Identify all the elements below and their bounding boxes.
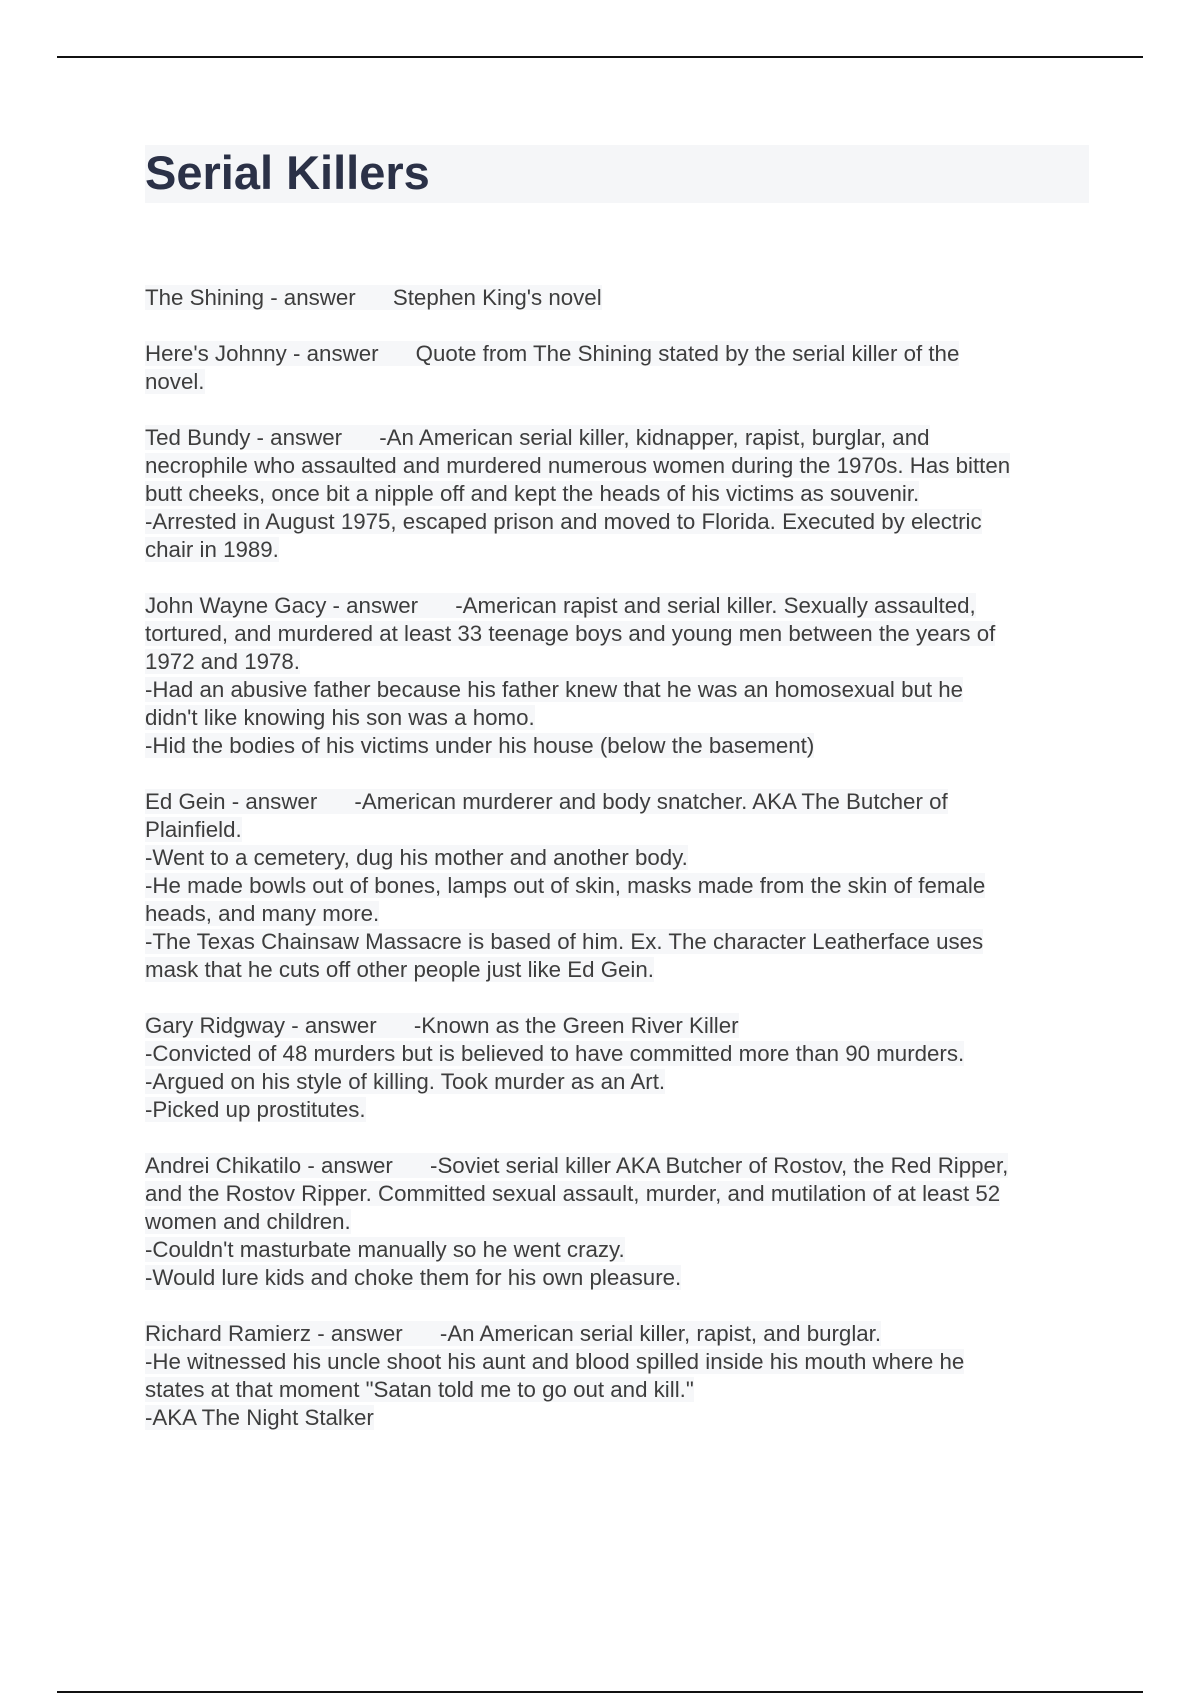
entry-line (145, 1376, 1090, 1404)
entry-line-text: Here's Johnny - answer Quote from The Shining stated by the serial killer of the (145, 341, 960, 366)
entry-line-text: -Couldn't masturbate manually so he went crazy. (145, 1237, 625, 1262)
entry-line (145, 508, 1090, 536)
entry-line-text: John Wayne Gacy - answer -American rapist and serial killer. Sexually assaulted, (145, 593, 976, 618)
entry-line (145, 1012, 1090, 1040)
entry-line (145, 676, 1090, 704)
entry-line-text: -AKA The Night Stalker (145, 1405, 374, 1430)
bottom-rule (57, 1691, 1143, 1693)
entry-line-text: Ted Bundy - answer -An American serial killer, kidnapper, rapist, burglar, and (145, 425, 930, 450)
document-body (145, 284, 1090, 1460)
entry-line (145, 1180, 1090, 1208)
qa-entry (145, 1320, 1090, 1432)
entry-line-text: Ed Gein - answer -American murderer and body snatcher. AKA The Butcher of (145, 789, 948, 814)
entry-line-text: and the Rostov Ripper. Committed sexual assault, murder, and mutilation of at least 52 (145, 1181, 1001, 1206)
top-rule (57, 56, 1143, 58)
entry-line-text: Andrei Chikatilo - answer -Soviet serial killer AKA Butcher of Rostov, the Red Ripper, (145, 1153, 1009, 1178)
entry-line (145, 424, 1090, 452)
entry-line-text: tortured, and murdered at least 33 teenage boys and young men between the years of (145, 621, 996, 646)
entry-line-text: -Arrested in August 1975, escaped prison and moved to Florida. Executed by electric (145, 509, 982, 534)
entry-line (145, 1404, 1090, 1432)
entry-line (145, 1264, 1090, 1292)
entry-line-text: -Convicted of 48 murders but is believed to have committed more than 90 murders. (145, 1041, 965, 1066)
entry-line (145, 592, 1090, 620)
entry-line (145, 620, 1090, 648)
entry-line (145, 1236, 1090, 1264)
entry-line (145, 1320, 1090, 1348)
entry-line-text: mask that he cuts off other people just like Ed Gein. (145, 957, 654, 982)
entry-line-text: butt cheeks, once bit a nipple off and kept the heads of his victims as souvenir. (145, 481, 920, 506)
entry-line-text: novel. (145, 369, 205, 394)
entry-line-text: -Had an abusive father because his father knew that he was an homosexual but he (145, 677, 964, 702)
qa-entry (145, 1012, 1090, 1124)
entry-line (145, 928, 1090, 956)
entry-line (145, 452, 1090, 480)
entry-line (145, 900, 1090, 928)
entry-line (145, 536, 1090, 564)
entry-line (145, 480, 1090, 508)
entry-line-text: Plainfield. (145, 817, 242, 842)
entry-line (145, 788, 1090, 816)
entry-line-text: women and children. (145, 1209, 351, 1234)
entry-line (145, 648, 1090, 676)
page-title: Serial Killers (145, 146, 430, 199)
entry-line-text: -The Texas Chainsaw Massacre is based of him. Ex. The character Leatherface uses (145, 929, 984, 954)
entry-line-text: Richard Ramierz - answer -An American serial killer, rapist, and burglar. (145, 1321, 882, 1346)
entry-line-text: -Went to a cemetery, dug his mother and another body. (145, 845, 688, 870)
qa-entry (145, 592, 1090, 760)
entry-line-text: -Argued on his style of killing. Took murder as an Art. (145, 1069, 666, 1094)
entry-line-text: -Hid the bodies of his victims under his house (below the basement) (145, 733, 815, 758)
entry-line-text: Gary Ridgway - answer -Known as the Green River Killer (145, 1013, 739, 1038)
entry-line (145, 1348, 1090, 1376)
entry-line (145, 732, 1090, 760)
entry-line-text: -He made bowls out of bones, lamps out of skin, masks made from the skin of female (145, 873, 986, 898)
entry-line (145, 368, 1090, 396)
entry-line (145, 816, 1090, 844)
entry-line-text: -Picked up prostitutes. (145, 1097, 366, 1122)
qa-entry (145, 284, 1090, 312)
entry-line (145, 1040, 1090, 1068)
entry-line-text: necrophile who assaulted and murdered numerous women during the 1970s. Has bitten (145, 453, 1011, 478)
entry-line-text: The Shining - answer Stephen King's novel (145, 285, 602, 310)
entry-line (145, 872, 1090, 900)
entry-line-text: states at that moment "Satan told me to go out and kill." (145, 1377, 694, 1402)
entry-line (145, 340, 1090, 368)
entry-line (145, 1152, 1090, 1180)
entry-line (145, 956, 1090, 984)
entry-line-text: 1972 and 1978. (145, 649, 300, 674)
entry-line (145, 844, 1090, 872)
entry-line (145, 704, 1090, 732)
entry-line-text: didn't like knowing his son was a homo. (145, 705, 535, 730)
entry-line (145, 1068, 1090, 1096)
qa-entry (145, 424, 1090, 564)
entry-line (145, 284, 1090, 312)
qa-entry (145, 788, 1090, 984)
entry-line-text: -He witnessed his uncle shoot his aunt and blood spilled inside his mouth where he (145, 1349, 965, 1374)
entry-line-text: chair in 1989. (145, 537, 279, 562)
qa-entry (145, 340, 1090, 396)
entry-line (145, 1096, 1090, 1124)
entry-line-text: heads, and many more. (145, 901, 380, 926)
entry-line-text: -Would lure kids and choke them for his own pleasure. (145, 1265, 682, 1290)
entry-line (145, 1208, 1090, 1236)
qa-entry (145, 1152, 1090, 1292)
